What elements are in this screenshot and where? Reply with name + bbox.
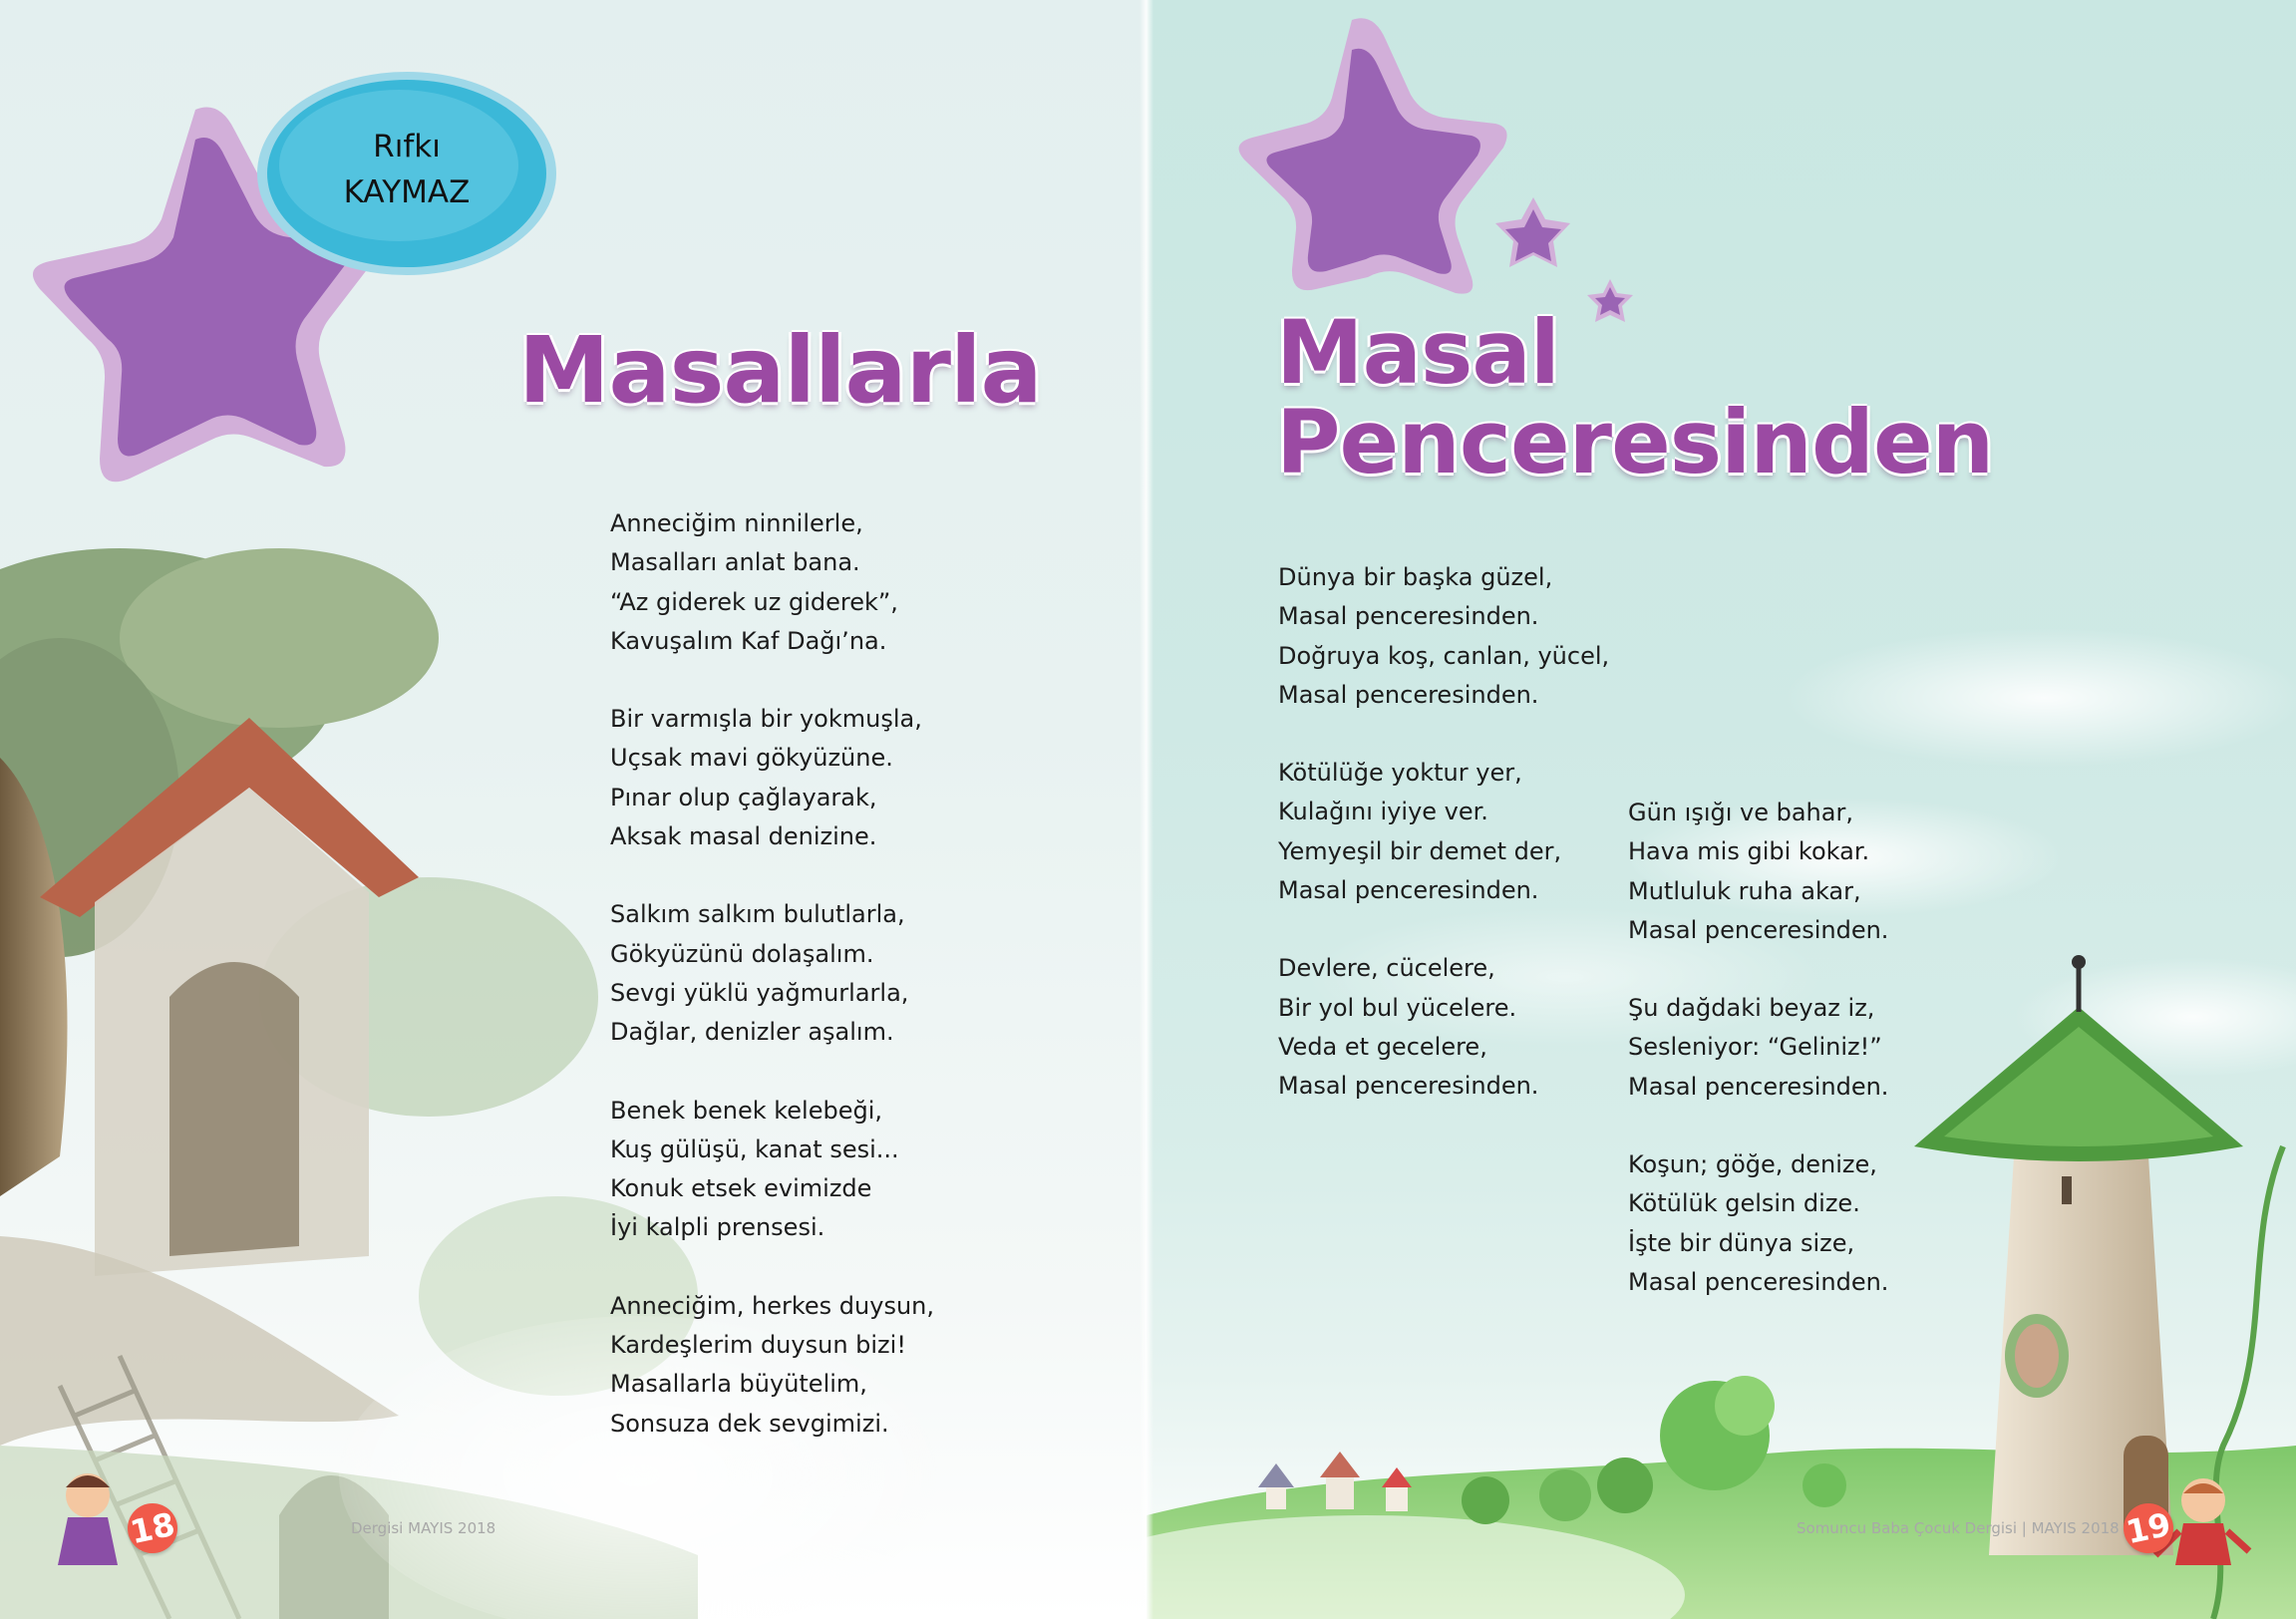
poem-line: Dağlar, denizler aşalım.: [610, 1018, 894, 1047]
stanza: [610, 504, 934, 661]
poem-line: Aksak masal denizine.: [610, 822, 877, 851]
stanza: [1278, 949, 1609, 1106]
stanza: [1628, 1145, 1888, 1302]
poem-line: Masal penceresinden.: [1278, 876, 1539, 905]
poem-line: Sesleniyor: “Geliniz!”: [1628, 1033, 1882, 1062]
poem-title-right-line2: Penceresinden: [1276, 391, 1994, 493]
poem-line: İyi kalpli prensesi.: [610, 1213, 825, 1242]
poem-left: [610, 504, 934, 1482]
poem-line: Benek benek kelebeği,: [610, 1096, 883, 1125]
page-gutter: [1140, 0, 1153, 1619]
poem-line: Masal penceresinden.: [1278, 680, 1539, 709]
author-first-name: Rıfkı: [373, 129, 441, 164]
stanza: [610, 1092, 934, 1248]
poem-right-column-2: [1628, 794, 1888, 1341]
star-decoration-medium: [1495, 197, 1570, 267]
poem-line: Gökyüzünü dolaşalım.: [610, 939, 874, 968]
poem-line: Kötülük gelsin dize.: [1628, 1189, 1860, 1218]
poem-line: Anneciğim, herkes duysun,: [610, 1291, 934, 1320]
poem-line: Kavuşalım Kaf Dağı’na.: [610, 626, 887, 655]
poem-line: Masal penceresinden.: [1628, 1072, 1889, 1101]
footer-left: Dergisi MAYIS 2018: [351, 1519, 496, 1537]
star-decoration-small: [1587, 279, 1633, 322]
poem-title-left: Masallarla: [518, 317, 1042, 424]
stanza: [1628, 989, 1888, 1107]
poem-line: Veda et gecelere,: [1278, 1032, 1487, 1061]
treehouse-door: [169, 962, 299, 1256]
poem-line: Devlere, cücelere,: [1278, 954, 1495, 983]
poem-line: Masal penceresinden.: [1628, 1267, 1889, 1296]
poem-line: Pınar olup çağlayarak,: [610, 783, 877, 811]
right-page: [1147, 0, 2296, 1619]
poem-line: Yemyeşil bir demet der,: [1278, 836, 1562, 865]
poem-line: Kötülüğe yoktur yer,: [1278, 759, 1522, 788]
stanza: [610, 700, 934, 856]
left-page-illustration: [0, 0, 1147, 1619]
poem-line: Mutluluk ruha akar,: [1628, 876, 1861, 905]
poem-line: Masal penceresinden.: [1278, 602, 1539, 631]
poem-line: Masal penceresinden.: [1278, 1072, 1539, 1101]
star-decoration-large: [1239, 18, 1507, 293]
poem-line: Doğruya koş, canlan, yücel,: [1278, 641, 1610, 670]
poem-line: Uçsak mavi gökyüzüne.: [610, 744, 893, 773]
author-badge: [257, 72, 556, 277]
poem-line: Anneciğim ninnilerle,: [610, 509, 863, 537]
stanza: [610, 1287, 934, 1444]
stanza: [610, 895, 934, 1052]
poem-line: Masalları anlat bana.: [610, 548, 860, 577]
poem-line: Şu dağdaki beyaz iz,: [1628, 994, 1875, 1023]
poem-line: Kulağını iyiye ver.: [1278, 798, 1488, 826]
author-last-name: KAYMAZ: [343, 174, 471, 210]
poem-line: Hava mis gibi kokar.: [1628, 837, 1870, 866]
stanza: [1278, 558, 1609, 715]
poem-right-column-1: [1278, 558, 1609, 1145]
stanza: [1278, 754, 1609, 910]
village-houses: [1258, 1452, 1412, 1511]
poem-line: “Az giderek uz giderek”,: [610, 587, 898, 616]
footer-right: Somuncu Baba Çocuk Dergisi | MAYIS 2018: [1797, 1519, 2120, 1537]
poem-line: Masallarla büyütelim,: [610, 1370, 867, 1399]
poem-line: Kuş gülüşü, kanat sesi...: [610, 1134, 899, 1163]
poem-line: Salkım salkım bulutlarla,: [610, 900, 905, 929]
poem-line: Konuk etsek evimizde: [610, 1174, 872, 1203]
poem-line: Bir yol bul yücelere.: [1278, 993, 1517, 1022]
page-number-right: 19: [2119, 1498, 2177, 1557]
poem-line: Dünya bir başka güzel,: [1278, 563, 1553, 591]
stanza: [1628, 794, 1888, 950]
left-page: [0, 0, 1147, 1619]
poem-line: Sonsuza dek sevgimizi.: [610, 1409, 889, 1438]
poem-line: Kardeşlerim duysun bizi!: [610, 1331, 906, 1360]
poem-line: İşte bir dünya size,: [1628, 1228, 1855, 1257]
poem-title-right-line1: Masal: [1276, 301, 1559, 404]
poem-line: Koşun; göğe, denize,: [1628, 1150, 1877, 1179]
poem-line: Gün ışığı ve bahar,: [1628, 799, 1853, 826]
poem-line: Bir varmışla bir yokmuşla,: [610, 705, 922, 734]
poem-line: Sevgi yüklü yağmurlarla,: [610, 978, 909, 1007]
page-number-left: 18: [123, 1498, 181, 1557]
poem-line: Masal penceresinden.: [1628, 915, 1889, 944]
